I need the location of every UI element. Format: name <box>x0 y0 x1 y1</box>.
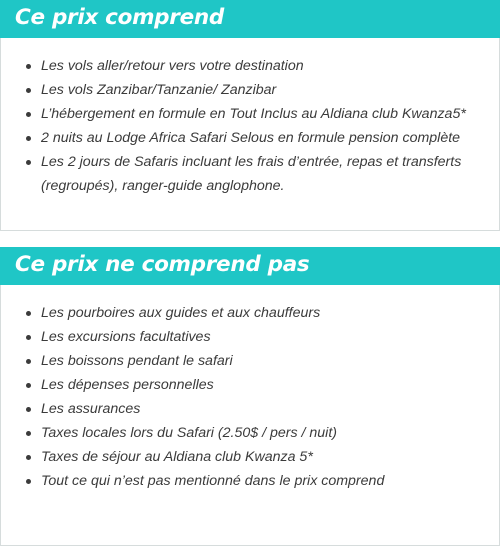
list-item <box>1 102 499 126</box>
list-item-text: Les boissons pendant le safari <box>41 353 233 369</box>
list-item <box>1 421 499 445</box>
list-item <box>1 78 499 102</box>
list-item <box>1 325 499 349</box>
bullet-icon <box>26 160 31 165</box>
list-item-text: Les dépenses personnelles <box>41 377 214 393</box>
list-item <box>1 349 499 373</box>
list-item-text: Les pourboires aux guides et aux chauffeurs <box>41 305 321 321</box>
list-item <box>1 54 499 78</box>
list-item <box>1 469 499 493</box>
bullet-icon <box>26 311 31 316</box>
price-includes-box <box>0 38 500 231</box>
bullet-icon <box>26 64 31 69</box>
bullet-icon <box>26 455 31 460</box>
list-item-text: Les assurances <box>41 401 141 417</box>
list-item-text: Taxes de séjour au Aldiana club Kwanza 5* <box>41 449 313 465</box>
list-item-text: Les vols aller/retour vers votre destination <box>41 58 304 74</box>
price-excludes-section <box>0 247 500 546</box>
price-excludes-header <box>0 247 500 285</box>
list-item-text: Les excursions facultatives <box>41 329 211 345</box>
list-item-text: Taxes locales lors du Safari (2.50$ / pers / nuit) <box>41 425 337 441</box>
bullet-icon <box>26 335 31 340</box>
bullet-icon <box>26 136 31 141</box>
list-item <box>1 150 499 198</box>
price-includes-title: Ce prix comprend <box>15 5 224 30</box>
list-item-text: Tout ce qui n’est pas mentionné dans le prix comprend <box>41 473 385 489</box>
bullet-icon <box>26 479 31 484</box>
price-excludes-list <box>1 301 499 493</box>
bullet-icon <box>26 88 31 93</box>
list-item <box>1 126 499 150</box>
bullet-icon <box>26 431 31 436</box>
list-item <box>1 445 499 469</box>
list-item-text: Les 2 jours de Safaris incluant les frais d’entrée, repas et transferts (regroupés), ranger-guide anglophone. <box>41 154 462 194</box>
list-item-text: 2 nuits au Lodge Africa Safari Selous en formule pension complète <box>41 130 461 146</box>
price-excludes-title: Ce prix ne comprend pas <box>15 252 310 277</box>
list-item <box>1 373 499 397</box>
list-item-text: Les vols Zanzibar/Tanzanie/ Zanzibar <box>41 82 277 98</box>
bullet-icon <box>26 112 31 117</box>
bullet-icon <box>26 407 31 412</box>
list-item <box>1 301 499 325</box>
bullet-icon <box>26 359 31 364</box>
price-includes-list <box>1 54 499 198</box>
price-excludes-box <box>0 285 500 546</box>
list-item-text: L’hébergement en formule en Tout Inclus au Aldiana club Kwanza5* <box>41 106 466 122</box>
price-includes-section <box>0 0 500 231</box>
price-includes-header <box>0 0 500 38</box>
bullet-icon <box>26 383 31 388</box>
list-item <box>1 397 499 421</box>
